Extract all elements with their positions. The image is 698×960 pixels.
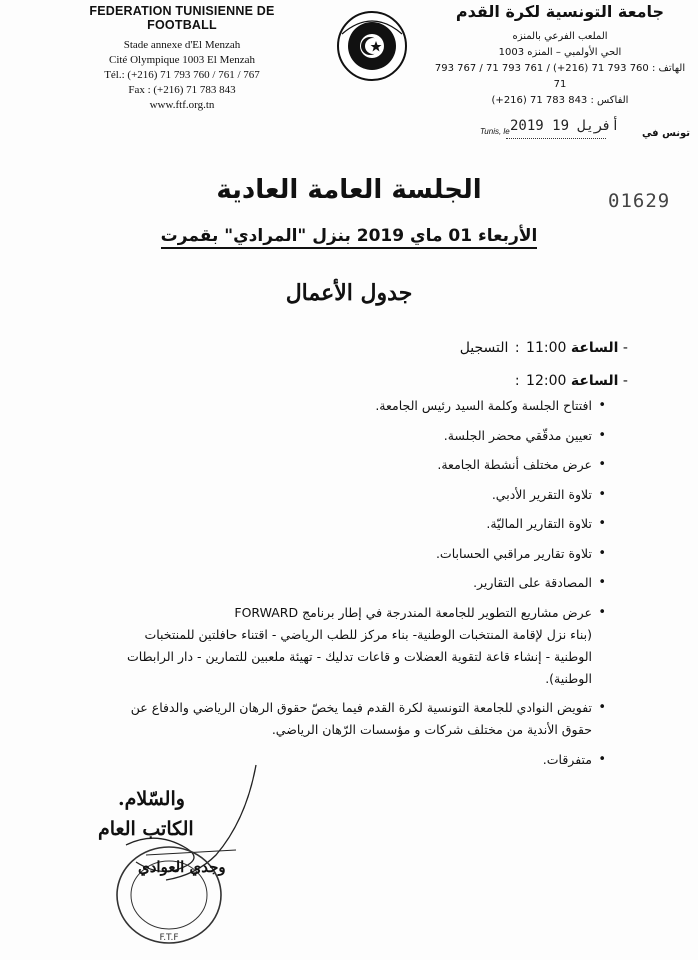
agenda-item <box>106 454 606 476</box>
address-line: Stade annexe d'El Menzah <box>123 39 241 51</box>
ftf-logo-icon <box>332 4 412 84</box>
agenda-item <box>106 543 606 565</box>
dash: - <box>618 340 628 356</box>
agenda-item-detail: (بناء نزل لإقامة المنتخبات الوطنية- بناء مركز للطب الرياضي - اقتناء حافلتين للمنتخبات الوطنية - إنشاء قاعة لتقوية العضلات و قاعات تدليك - تهيئة ملعبين للتمارين - دار الرابطات الوطنية). <box>127 626 592 686</box>
agenda-list <box>106 395 606 778</box>
fax-line-ar: الفاكس : 843 783 71 (216+) <box>491 95 629 106</box>
agenda-item-text: افتتاح الجلسة وكلمة السيد رئيس الجامعة. <box>375 398 592 413</box>
agenda-item-text: تلاوة تقارير مراقبي الحسابات. <box>435 545 592 561</box>
dash: - <box>618 373 628 389</box>
phone-line-ar: الهاتف : 760 793 71 (216+) / 761 793 71 / 767 793 71 <box>434 63 686 90</box>
agenda-item-text: تلاوة التقارير الماليّة. <box>486 516 592 531</box>
document-subtitle <box>0 226 698 246</box>
phone-line: Tél.: (+216) 71 793 760 / 761 / 767 <box>104 69 260 81</box>
agenda-item <box>106 572 606 594</box>
address-line: Cité Olympique 1003 El Menzah <box>108 54 256 66</box>
time-desc: التسجيل <box>459 340 509 356</box>
secretary-title: الكاتب العام <box>98 818 194 840</box>
address-line-ar: الحي الأولمبي – المنزه 1003 <box>498 47 622 58</box>
date-underline <box>506 138 606 139</box>
agenda-item <box>106 513 606 535</box>
stamp-text: F.T.F <box>159 933 179 943</box>
date-label-fr: Tunis, le <box>480 127 510 136</box>
agenda-item-text: تلاوة التقرير الأدبي. <box>491 486 592 502</box>
agenda-item <box>106 395 606 417</box>
secretary-name: وجدي العوادي <box>138 858 226 876</box>
time-value: 12:00 <box>526 373 567 389</box>
time-row <box>513 373 628 389</box>
agenda-title: جدول الأعمال <box>285 280 413 306</box>
agenda-item-text: تفويض النوادي للجامعة التونسية لكرة القدم فيما يخصّ حقوق الرهان الرياضي والدفاع عن حقوق الأندية من مختلف شركات و مؤسسات الرّهان الرياضي. <box>130 700 592 737</box>
agenda-item-text: عرض مشاريع التطوير للجامعة المندرجة في إطار برنامج FORWARD <box>234 604 592 620</box>
subtitle-text: الأربعاء 01 ماي 2019 بنزل "المرادي" بقمرت <box>161 226 538 249</box>
agenda-item-text: المصادقة على التقارير. <box>473 575 592 590</box>
header-french <box>62 4 302 113</box>
website-line: www.ftf.org.tn <box>149 99 215 111</box>
org-name-fr: FEDERATION TUNISIENNE DE FOOTBALL <box>89 4 275 32</box>
closing-salutation: والسّلام. <box>118 788 185 810</box>
org-name-ar: جامعة التونسية لكرة القدم <box>455 2 665 21</box>
time-label: الساعة <box>570 373 619 389</box>
official-stamp-icon <box>110 840 228 950</box>
agenda-item <box>106 602 606 690</box>
address-line-ar: الملعب الفرعي بالمنزه <box>512 31 608 42</box>
agenda-item-text: عرض مختلف أنشطة الجامعة. <box>437 457 592 472</box>
separator: : <box>514 340 520 356</box>
agenda-item-text: تعيين مدقّقي محضر الجلسة. <box>443 427 592 443</box>
agenda-item <box>106 425 606 447</box>
reference-number: 01629 <box>608 190 671 212</box>
date-stamp: 2019 أفريل 19 <box>510 118 620 134</box>
time-label: الساعة <box>570 340 619 356</box>
agenda-item <box>106 697 606 741</box>
agenda-item <box>106 484 606 506</box>
agenda-item-text: متفرقات. <box>542 751 592 767</box>
fax-line: Fax : (+216) 71 783 843 <box>128 84 236 96</box>
document-title: الجلسة العامة العادية <box>216 175 482 205</box>
time-value: 11:00 <box>526 340 567 356</box>
date-row <box>470 118 694 142</box>
header-arabic <box>430 2 690 109</box>
date-label-ar: تونس في <box>641 128 690 139</box>
time-row <box>460 340 628 356</box>
separator: : <box>514 373 520 389</box>
